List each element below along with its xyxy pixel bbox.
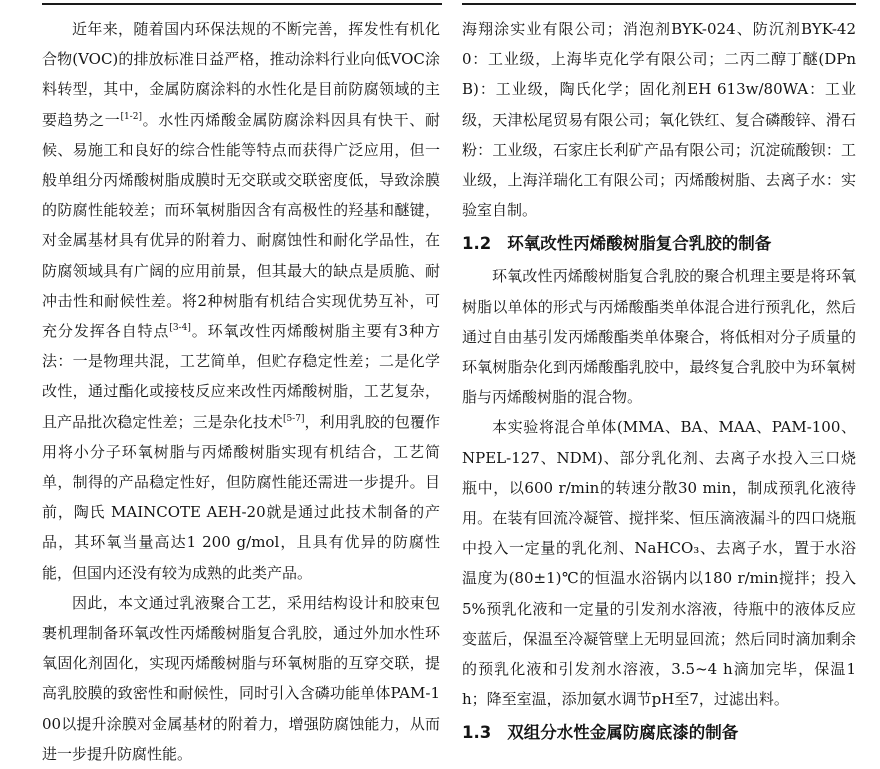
citation-3-4: [3-4] bbox=[169, 323, 191, 334]
left-column bbox=[42, 14, 440, 769]
top-rule-right bbox=[462, 3, 856, 5]
materials-paragraph: 海翔涂实业有限公司；消泡剂BYK-024、防沉剂BYK-420：工业级，上海毕克化学有限公司；二丙二醇丁醚(DPnB)：工业级，陶氏化学；固化剂EH 613w/80WA：工业级，天津松尾贸易有限公司；氧化铁红、复合磷酸锌、滑石粉：工业级，石家庄长利矿产品有限公司；沉淀硫酸钡：工业级，上海洋瑞化工有限公司；丙烯酸树脂、去离子水：实验室自制。 bbox=[462, 20, 856, 220]
section-title: 环氧改性丙烯酸树脂复合乳胶的制备 bbox=[507, 234, 772, 254]
intro-text-b: 。水性丙烯酸金属防腐涂料因具有快干、耐候、易施工和良好的综合性能等特点而获得广泛应用，但一般单组分丙烯酸树脂成膜时无交联或交联密度低，导致涂膜的防腐性能较差；而环氧树脂因含有高极性的羟基和醚键，对金属基材具有优异的附着力、耐腐蚀性和耐化学品性，在防腐领域具有广阔的应用前景，但其最大的缺点是质脆、耐冲击性和耐候性差。将2种树脂有机结合实现优势互补，可充分发挥各自特点 bbox=[42, 110, 440, 341]
intro-text-d: ，利用乳胶的包覆作用将小分子环氧树脂与丙烯酸树脂实现有机结合，工艺简单，制得的产品稳定性好，但防腐性能还需进一步提升。目前，陶氏 MAINCOTE AEH-20就是通过此技术制备的产品，其环氧当量高达1 200 g/mol，且具有优异的防腐性能，但国内还没有较为成熟的此类产品。 bbox=[42, 412, 440, 582]
intro-paragraph-1 bbox=[42, 14, 440, 588]
section-heading-1-3 bbox=[462, 720, 856, 746]
citation-1-2: [1-2] bbox=[120, 111, 142, 122]
section-number: 1.2 bbox=[462, 234, 492, 254]
section-number: 1.3 bbox=[462, 723, 492, 743]
intro-paragraph-2: 因此，本文通过乳液聚合工艺，采用结构设计和胶束包裹机理制备环氧改性丙烯酸树脂复合乳胶，通过外加水性环氧固化剂固化，实现丙烯酸树脂与环氧树脂的互穿交联，提高乳胶膜的致密性和耐候性，同时引入含磷功能单体PAM-100以提升涂膜对金属基材的附着力，增强防腐蚀能力，从而进一步提升防腐性能。 bbox=[42, 593, 440, 763]
section-title: 双组分水性金属防腐底漆的制备 bbox=[507, 723, 739, 743]
intro-text-a: 近年来，随着国内环保法规的不断完善，挥发性有机化合物(VOC)的排放标准日益严格，推动涂料行业向低VOC涂料转型，其中，金属防腐涂料的水性化是目前防腐领域的主要趋势之一 bbox=[42, 20, 440, 129]
intro-text-c: 。环氧改性丙烯酸树脂主要有3种方法：一是物理共混，工艺简单，但贮存稳定性差；二是化学改性，通过酯化或接枝反应来改性丙烯酸树脂，工艺复杂，且产品批次稳定性差；三是杂化技术 bbox=[42, 322, 440, 431]
mechanism-paragraph: 环氧改性丙烯酸树脂复合乳胶的聚合机理主要是将环氧树脂以单体的形式与丙烯酸酯类单体混合进行预乳化，然后通过自由基引发丙烯酸酯类单体聚合，将低相对分子质量的环氧树脂杂化到丙烯酸酯乳胶中，最终复合乳胶中为环氧树脂与丙烯酸树脂的混合物。 bbox=[462, 267, 856, 407]
procedure-paragraph: 本实验将混合单体(MMA、BA、MAA、PAM-100、NPEL-127、NDM)、部分乳化剂、去离子水投入三口烧瓶中，以600 r/min的转速分散30 min，制成预乳化液待用。在装有回流冷凝管、搅拌桨、恒压滴液漏斗的四口烧瓶中投入一定量的乳化剂、NaHCO₃、去离子水，置于水浴温度为(80±1)℃的恒温水浴锅内以180 r/min搅拌；投入5%预乳化液和一定量的引发剂水溶液，待瓶中的液体反应变蓝后，保温至冷凝管壁上无明显回流；然后同时滴加剩余的预乳化液和引发剂水溶液，3.5~4 h滴加完毕，保温1 h；降至室温，添加氨水调节pH至7，过滤出料。 bbox=[462, 418, 856, 709]
section-heading-1-2 bbox=[462, 231, 856, 257]
right-column bbox=[462, 14, 856, 750]
top-rule-left bbox=[42, 3, 442, 5]
citation-5-7: [5-7] bbox=[282, 413, 305, 424]
